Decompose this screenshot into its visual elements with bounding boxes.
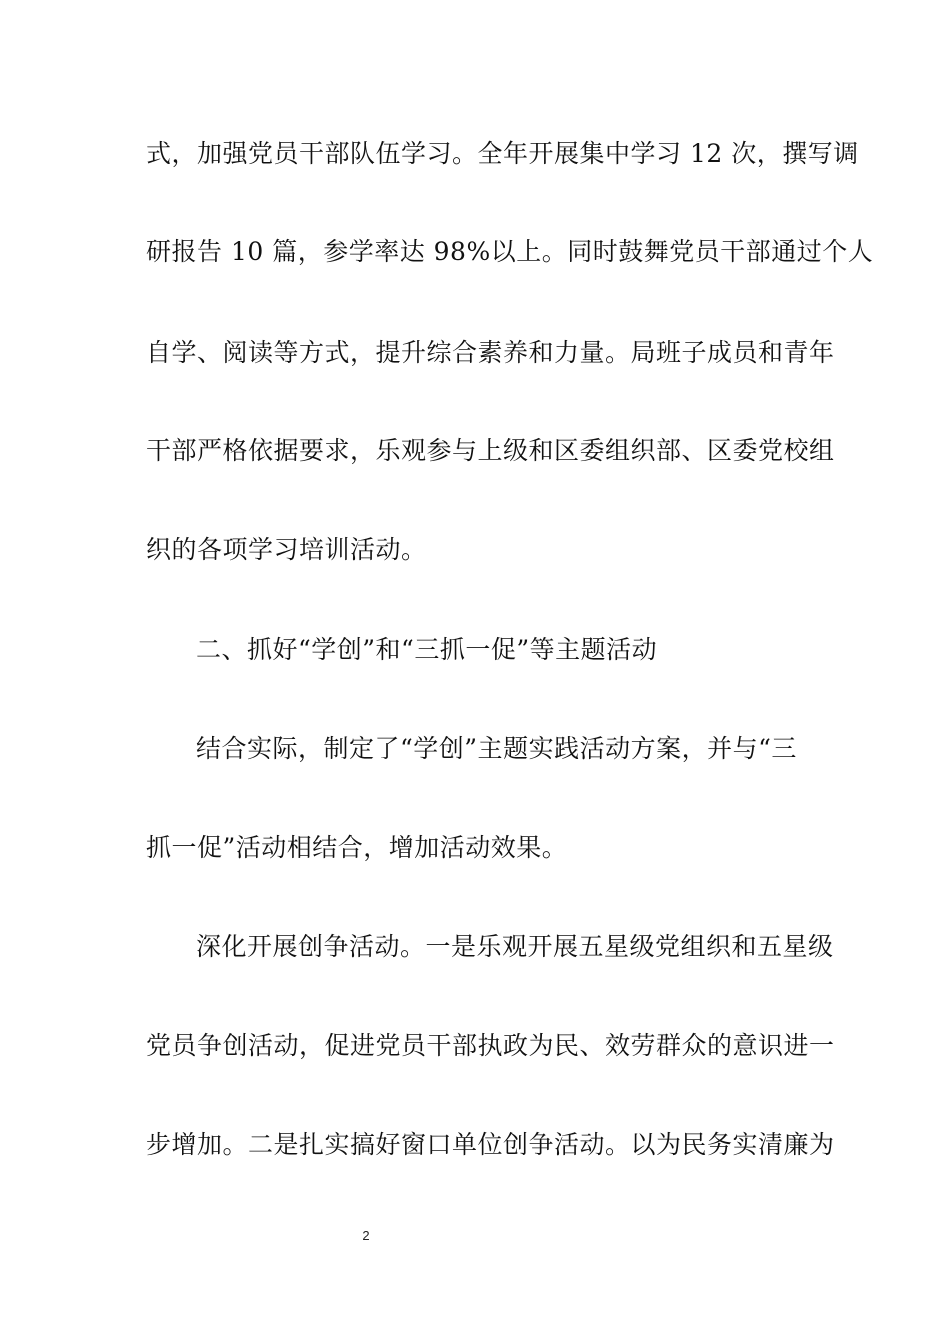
body-text-line: 干部严格依据要求，乐观参与上级和区委组织部、区委党校组: [146, 436, 835, 465]
page-number: 2: [362, 1228, 370, 1243]
body-text-line: 抓一促”活动相结合，增加活动效果。: [146, 833, 568, 862]
body-text-line: 研报告 10 篇，参学率达 98%以上。同时鼓舞党员干部通过个人: [146, 237, 874, 266]
body-text-line: 党员争创活动，促进党员干部执政为民、效劳群众的意识进一: [146, 1031, 835, 1060]
body-text-line: 式，加强党员干部队伍学习。全年开展集中学习 12 次，撰写调: [146, 139, 859, 168]
body-text-line: 织的各项学习培训活动。: [146, 535, 427, 564]
body-text-line: 深化开展创争活动。一是乐观开展五星级党组织和五星级: [196, 932, 834, 961]
body-text-line: 结合实际，制定了“学创”主题实践活动方案，并与“三: [196, 734, 797, 763]
section-heading: 二、抓好“学创”和“三抓一促”等主题活动: [196, 635, 658, 664]
body-text-line: 步增加。二是扎实搞好窗口单位创争活动。以为民务实清廉为: [146, 1130, 835, 1159]
body-text-line: 自学、阅读等方式，提升综合素养和力量。局班子成员和青年: [146, 338, 835, 367]
